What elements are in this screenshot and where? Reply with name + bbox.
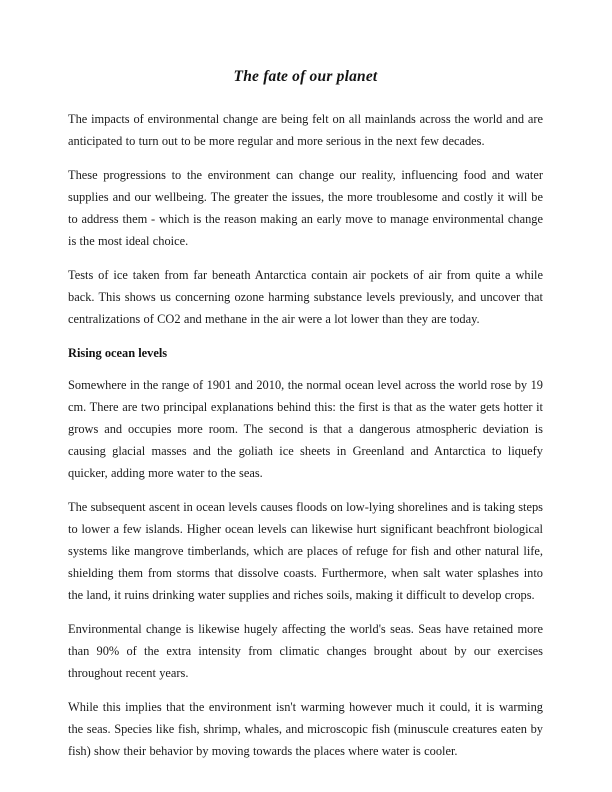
page-title: The fate of our planet	[233, 68, 378, 85]
paragraph-progressions-environment: These progressions to the environment can change our reality, influencing food and water supplies and our wellbeing. The greater the issues, the more troublesome and costly it will be to address them - which is the reason making an early move to manage environmental change is the most ideal choice.	[68, 168, 543, 248]
paragraph-ice-tests-antarctica: Tests of ice taken from far beneath Antarctica contain air pockets of air from quite a while back. This shows us concerning ozone harming substance levels previously, and uncover that centralizations of CO2 and methane in the air were a lot lower than they are today.	[68, 268, 543, 326]
section-heading-rising-ocean-levels: Rising ocean levels	[68, 346, 168, 360]
paragraph-ocean-level-rise: Somewhere in the range of 1901 and 2010, the normal ocean level across the world rose by 19 cm. There are two principal explanations behind this: the first is that as the water gets hotter it grows and occupies more room. The second is that a dangerous atmospheric deviation is causing glacial masses and the goliath ice sheets in Greenland and Antarctica to liquefy quicker, adding more water to the seas.	[68, 378, 543, 480]
paragraph-species-migration: While this implies that the environment isn't warming however much it could, it is warming the seas. Species like fish, shrimp, whales, and microscopic fish (minuscule creatures eaten by fish) show their behavior by moving towards the places where water is cooler.	[68, 700, 543, 758]
paragraph-floods-shorelines: The subsequent ascent in ocean levels causes floods on low-lying shorelines and is taking steps to lower a few islands. Higher ocean levels can likewise hurt significant beachfront biological systems like mangrove timberlands, which are places of refuge for fish and other natural life, shielding them from storms that dissolve coasts. Furthermore, when salt water splashes into the land, it ruins drinking water supplies and riches soils, making it difficult to develop crops.	[68, 500, 543, 602]
paragraph-oceans-heat-absorption: Environmental change is likewise hugely affecting the world's seas. Seas have retained more than 90% of the extra intensity from climatic changes brought about by our exercises throughout recent years.	[68, 622, 543, 680]
paragraph-intro-impacts: The impacts of environmental change are being felt on all mainlands across the world and are anticipated to turn out to be more regular and more serious in the next few decades.	[68, 112, 543, 148]
